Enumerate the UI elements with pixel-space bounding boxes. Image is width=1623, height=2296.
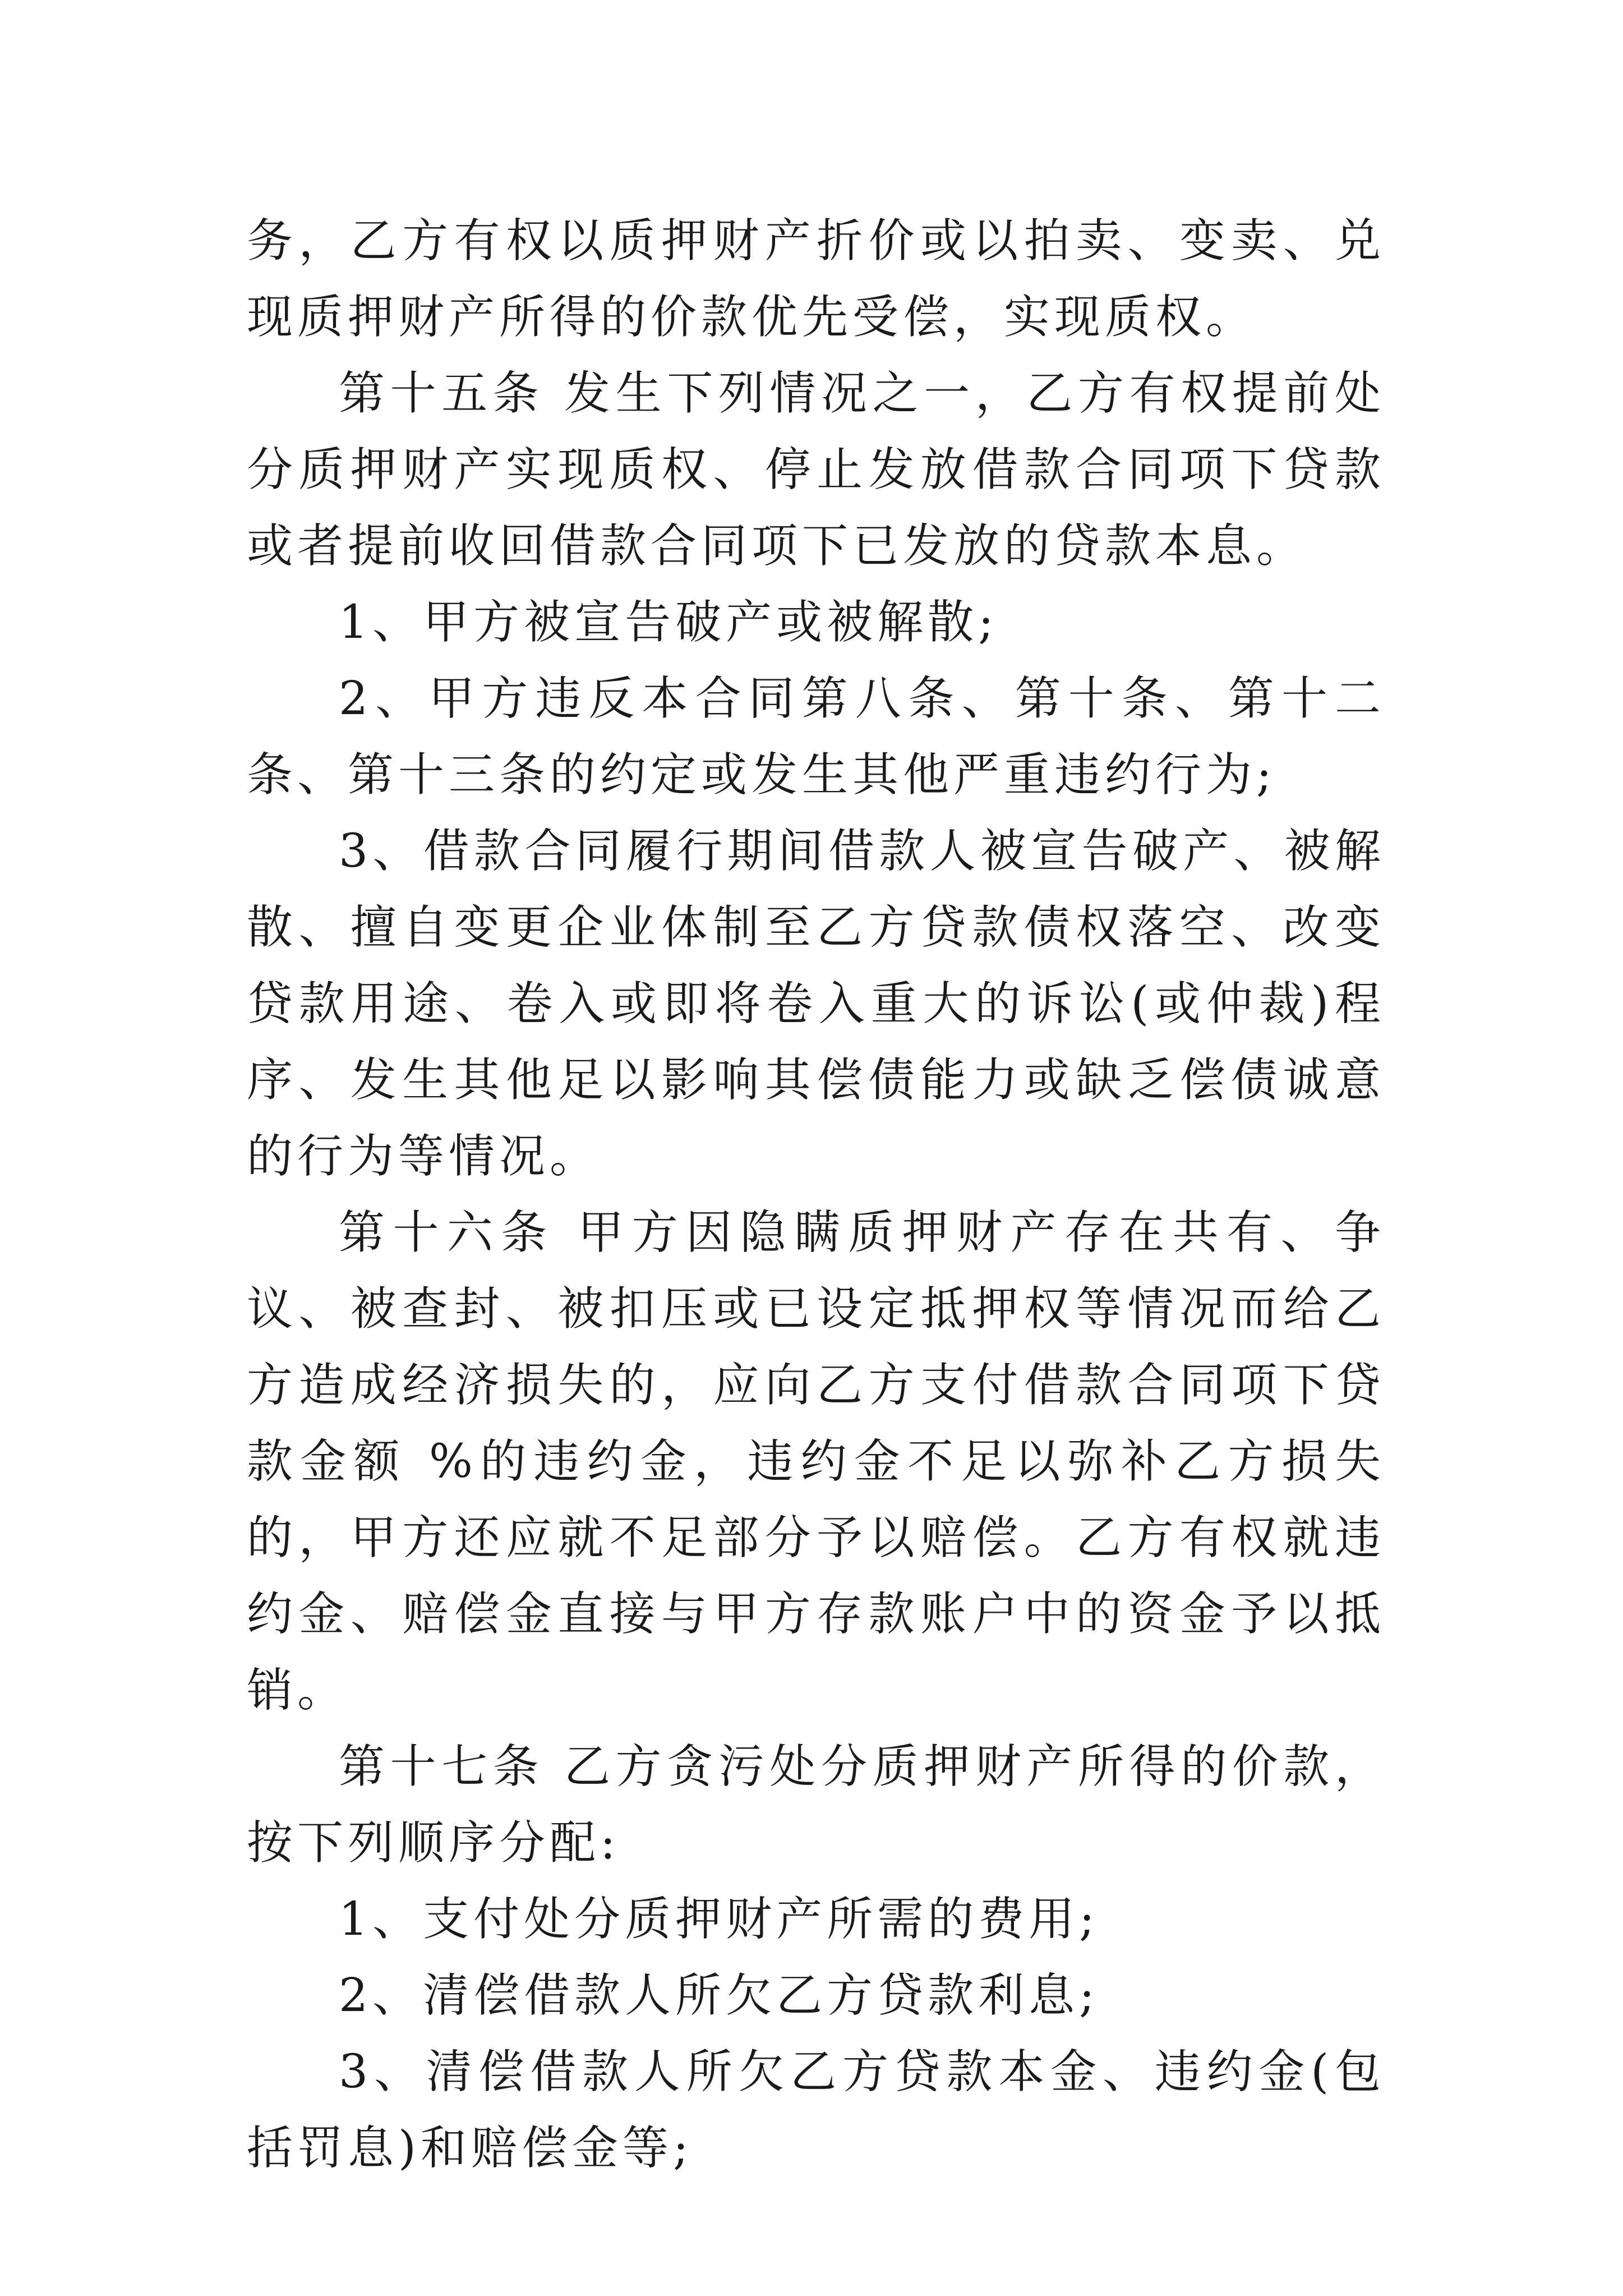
list-item: 3、清偿借款人所欠乙方贷款本金、违约金(包括罚息)和赔偿金等; bbox=[247, 2045, 1385, 2175]
list-item: 1、支付处分质押财产所需的费用; bbox=[339, 1893, 1099, 1946]
list-item: 2、甲方违反本合同第八条、第十条、第十二条、第十三条的约定或发生其他严重违约行为; bbox=[247, 672, 1385, 802]
list-item: 1、甲方被宣告破产或被解散; bbox=[339, 596, 998, 649]
paragraph-article-16: 第十六条 甲方因隐瞒质押财产存在共有、争议、被查封、被扣压或已设定抵押权等情况而给乙方造成经济损失的，应向乙方支付借款合同项下贷款金额 %的违约金，违约金不足以弥补乙方损失的，甲方还应就不足部分予以赔偿。乙方有权就违约金、赔偿金直接与甲方存款账户中的资金予以抵销。 bbox=[247, 1206, 1385, 1717]
paragraph-article-17: 第十七条 乙方贪污处分质押财产所得的价款，按下列顺序分配: bbox=[247, 1740, 1385, 1870]
list-item: 3、借款合同履行期间借款人被宣告破产、被解散、擅自变更企业体制至乙方贷款债权落空、改变贷款用途、卷入或即将卷入重大的诉讼(或仲裁)程序、发生其他足以影响其偿债能力或缺乏偿债诚意的行为等情况。 bbox=[247, 825, 1385, 1183]
document-body bbox=[247, 203, 1385, 2187]
list-item: 2、清偿借款人所欠乙方贷款利息; bbox=[339, 1969, 1099, 2022]
paragraph-continuation: 务，乙方有权以质押财产折价或以拍卖、变卖、兑现质押财产所得的价款优先受偿，实现质权。 bbox=[247, 214, 1385, 344]
paragraph-article-15: 第十五条 发生下列情况之一，乙方有权提前处分质押财产实现质权、停止发放借款合同项下贷款或者提前收回借款合同项下已发放的贷款本息。 bbox=[247, 367, 1385, 573]
